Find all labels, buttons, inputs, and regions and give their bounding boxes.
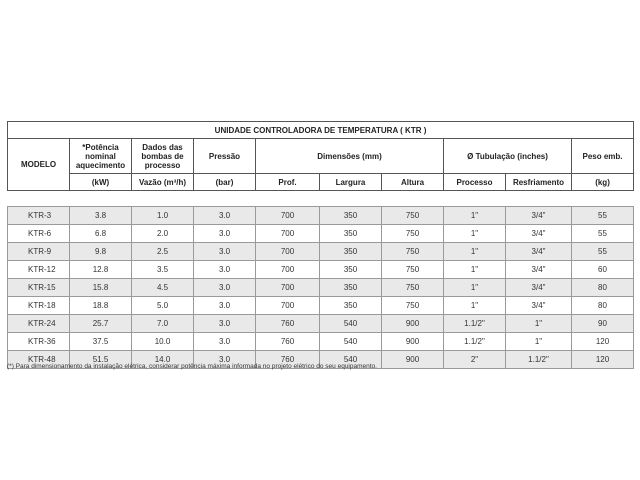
cell-model: KTR-3: [8, 207, 70, 225]
cell-model: KTR-9: [8, 243, 70, 261]
cell-potencia: 25.7: [70, 315, 132, 333]
table-row: [8, 333, 634, 351]
cell-prof: 700: [256, 279, 320, 297]
cell-vazao: 1.0: [132, 207, 194, 225]
cell-pressao: 3.0: [194, 207, 256, 225]
cell-prof: 760: [256, 351, 320, 369]
header-dimensoes: Dimensões (mm): [256, 139, 444, 174]
cell-largura: 350: [320, 225, 382, 243]
cell-largura: 540: [320, 315, 382, 333]
cell-prof: 700: [256, 261, 320, 279]
cell-pressao: 3.0: [194, 351, 256, 369]
cell-model: KTR-18: [8, 297, 70, 315]
header-processo: Processo: [444, 174, 506, 191]
cell-vazao: 5.0: [132, 297, 194, 315]
cell-resfriamento: 3/4": [506, 297, 572, 315]
cell-altura: 750: [382, 279, 444, 297]
cell-model: KTR-12: [8, 261, 70, 279]
cell-vazao: 10.0: [132, 333, 194, 351]
cell-peso: 55: [572, 207, 634, 225]
cell-vazao: 4.5: [132, 279, 194, 297]
cell-largura: 350: [320, 279, 382, 297]
table-row: [8, 225, 634, 243]
cell-pressao: 3.0: [194, 297, 256, 315]
cell-processo: 1.1/2": [444, 333, 506, 351]
cell-resfriamento: 3/4": [506, 207, 572, 225]
cell-vazao: 2.0: [132, 225, 194, 243]
header-largura: Largura: [320, 174, 382, 191]
cell-prof: 760: [256, 315, 320, 333]
table-row: [8, 297, 634, 315]
cell-processo: 1": [444, 207, 506, 225]
cell-processo: 1": [444, 279, 506, 297]
table-row: [8, 315, 634, 333]
cell-altura: 750: [382, 297, 444, 315]
cell-peso: 90: [572, 315, 634, 333]
cell-altura: 750: [382, 225, 444, 243]
cell-altura: 900: [382, 315, 444, 333]
cell-altura: 900: [382, 333, 444, 351]
cell-prof: 700: [256, 297, 320, 315]
cell-peso: 80: [572, 279, 634, 297]
cell-resfriamento: 3/4": [506, 243, 572, 261]
cell-altura: 750: [382, 207, 444, 225]
cell-altura: 750: [382, 243, 444, 261]
cell-prof: 700: [256, 225, 320, 243]
cell-pressao: 3.0: [194, 333, 256, 351]
cell-resfriamento: 1": [506, 333, 572, 351]
cell-resfriamento: 1": [506, 315, 572, 333]
cell-processo: 1": [444, 225, 506, 243]
cell-prof: 760: [256, 333, 320, 351]
cell-resfriamento: 3/4": [506, 279, 572, 297]
table-row: [8, 279, 634, 297]
header-pressao: Pressão: [194, 139, 256, 174]
cell-peso: 120: [572, 333, 634, 351]
cell-vazao: 7.0: [132, 315, 194, 333]
cell-potencia: 18.8: [70, 297, 132, 315]
cell-potencia: 9.8: [70, 243, 132, 261]
cell-potencia: 15.8: [70, 279, 132, 297]
cell-model: KTR-6: [8, 225, 70, 243]
cell-largura: 540: [320, 333, 382, 351]
cell-potencia: 51.5: [70, 351, 132, 369]
cell-altura: 900: [382, 351, 444, 369]
header-dados-unit: Vazão (m³/h): [132, 174, 194, 191]
cell-peso: 120: [572, 351, 634, 369]
header-altura: Altura: [382, 174, 444, 191]
cell-processo: 1": [444, 261, 506, 279]
table-title: UNIDADE CONTROLADORA DE TEMPERATURA ( KTR ): [8, 122, 634, 139]
cell-largura: 540: [320, 351, 382, 369]
cell-model: KTR-24: [8, 315, 70, 333]
cell-prof: 700: [256, 243, 320, 261]
cell-resfriamento: 1.1/2": [506, 351, 572, 369]
table-header: [7, 121, 634, 191]
cell-pressao: 3.0: [194, 279, 256, 297]
header-tubulacao: Ø Tubulação (inches): [444, 139, 572, 174]
cell-potencia: 3.8: [70, 207, 132, 225]
cell-vazao: 2.5: [132, 243, 194, 261]
cell-largura: 350: [320, 207, 382, 225]
table-row: [8, 207, 634, 225]
cell-peso: 80: [572, 297, 634, 315]
table-row: [8, 261, 634, 279]
table-body: [7, 206, 634, 369]
cell-pressao: 3.0: [194, 315, 256, 333]
cell-processo: 1": [444, 297, 506, 315]
header-peso: Peso emb.: [572, 139, 634, 174]
cell-model: KTR-48: [8, 351, 70, 369]
header-pressao-unit: (bar): [194, 174, 256, 191]
cell-altura: 750: [382, 261, 444, 279]
cell-peso: 60: [572, 261, 634, 279]
cell-resfriamento: 3/4": [506, 225, 572, 243]
cell-pressao: 3.0: [194, 261, 256, 279]
cell-model: KTR-36: [8, 333, 70, 351]
cell-potencia: 6.8: [70, 225, 132, 243]
cell-processo: 1.1/2": [444, 315, 506, 333]
header-potencia: *Potência nominal aquecimento: [70, 139, 132, 174]
cell-pressao: 3.0: [194, 225, 256, 243]
header-potencia-unit: (kW): [70, 174, 132, 191]
cell-peso: 55: [572, 243, 634, 261]
cell-potencia: 37.5: [70, 333, 132, 351]
header-dados: Dados das bombas de processo: [132, 139, 194, 174]
cell-vazao: 3.5: [132, 261, 194, 279]
cell-vazao: 14.0: [132, 351, 194, 369]
cell-largura: 350: [320, 243, 382, 261]
header-resfriamento: Resfriamento: [506, 174, 572, 191]
cell-processo: 2": [444, 351, 506, 369]
cell-largura: 350: [320, 261, 382, 279]
header-modelo: MODELO: [8, 139, 70, 191]
cell-processo: 1": [444, 243, 506, 261]
header-prof: Prof.: [256, 174, 320, 191]
footnote: (*) Para dimensionamento da instalação elétrica, considerar potência máxima informada no projeto elétrico do seu equipamento.: [7, 363, 377, 370]
table-row: [8, 243, 634, 261]
cell-largura: 350: [320, 297, 382, 315]
cell-model: KTR-15: [8, 279, 70, 297]
header-peso-unit: (kg): [572, 174, 634, 191]
cell-resfriamento: 3/4": [506, 261, 572, 279]
cell-peso: 55: [572, 225, 634, 243]
cell-pressao: 3.0: [194, 243, 256, 261]
cell-potencia: 12.8: [70, 261, 132, 279]
cell-prof: 700: [256, 207, 320, 225]
